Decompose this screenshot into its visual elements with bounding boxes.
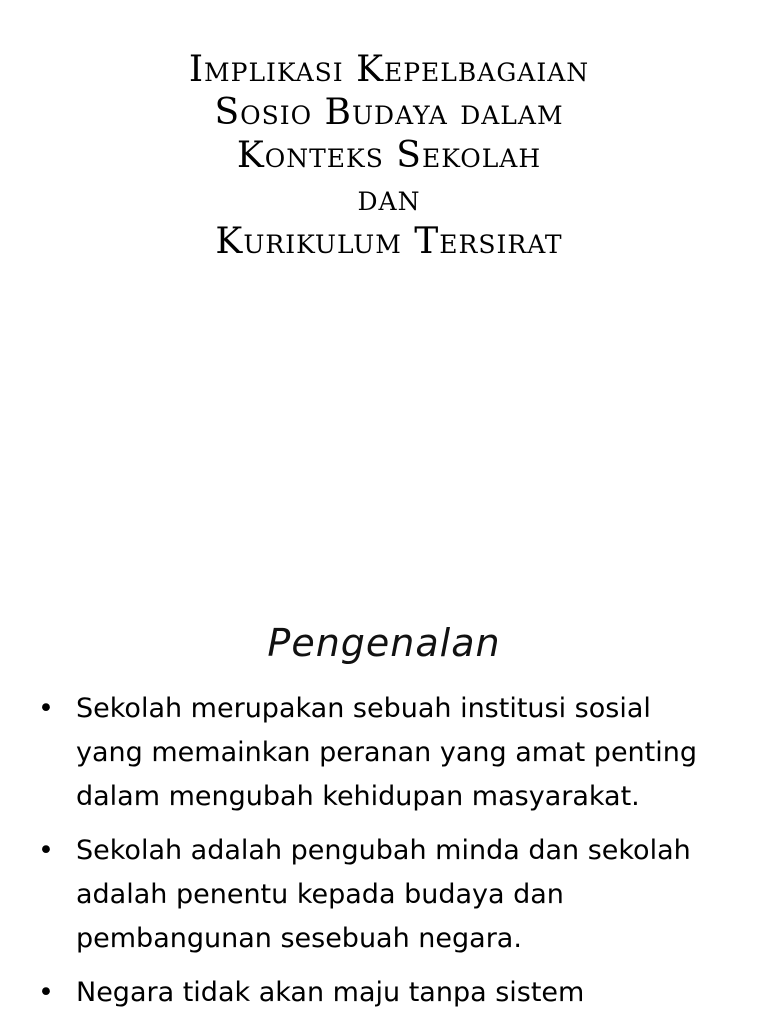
slide-title-line: dan xyxy=(357,178,421,219)
bullet-item xyxy=(0,971,768,1015)
slide-title-line: Implikasi Kepelbagaian xyxy=(188,49,590,90)
bullet-text xyxy=(76,687,728,819)
bullet-line: Sekolah adalah pengubah minda dan sekolah xyxy=(76,835,691,866)
slide-title-line: Kurikulum Tersirat xyxy=(215,221,563,262)
slide-title-line: Sosio Budaya dalam xyxy=(214,92,564,133)
bullet-text xyxy=(76,829,728,961)
bullet-dot: • xyxy=(38,977,54,1008)
bullet-item xyxy=(0,829,768,961)
slide-title xyxy=(0,48,768,263)
bullet-line: pembangunan sesebuah negara. xyxy=(76,923,522,954)
bullet-dot: • xyxy=(38,835,54,866)
bullet-line: Negara tidak akan maju tanpa sistem xyxy=(76,977,585,1008)
bullet-line: Sekolah merupakan sebuah institusi sosial xyxy=(76,693,651,724)
bullet-line: dalam mengubah kehidupan masyarakat. xyxy=(76,781,640,812)
bullet-text xyxy=(76,971,728,1015)
section-heading: Pengenalan xyxy=(267,621,501,665)
bullet-list xyxy=(0,687,768,1025)
bullet-line: yang memainkan peranan yang amat penting xyxy=(76,737,697,768)
bullet-item xyxy=(0,687,768,819)
bullet-line: adalah penentu kepada budaya dan xyxy=(76,879,564,910)
slide-title-line: Konteks Sekolah xyxy=(236,135,542,176)
bullet-dot: • xyxy=(38,693,54,724)
